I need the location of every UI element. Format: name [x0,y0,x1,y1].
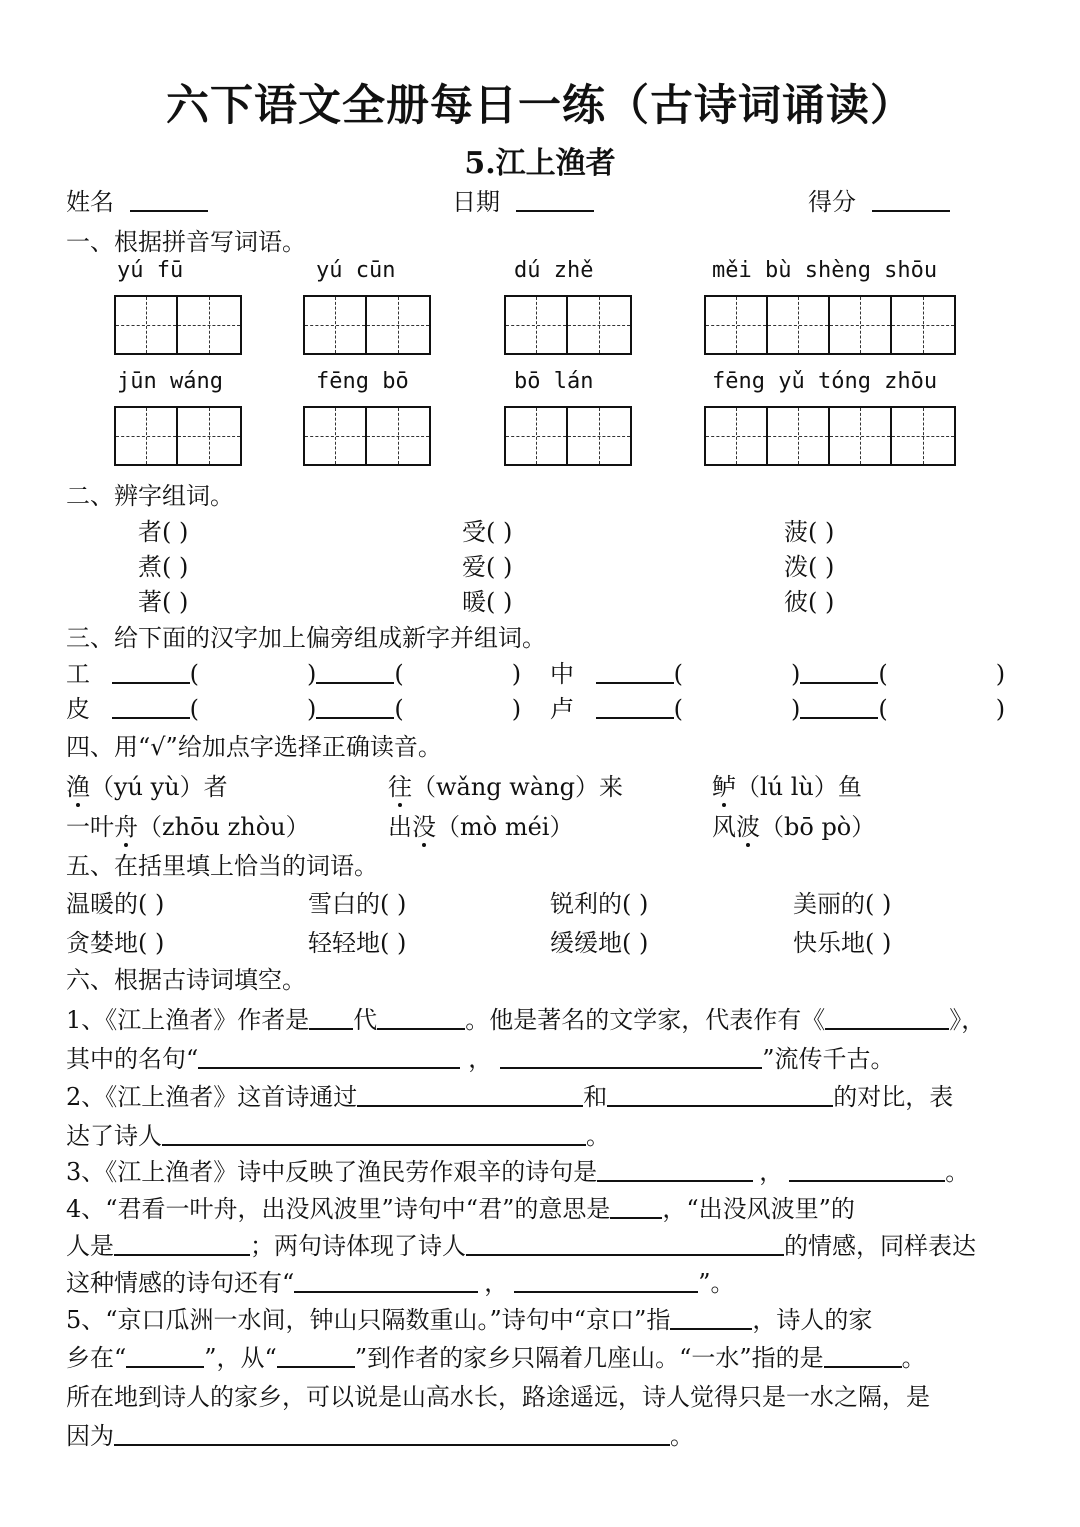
dotted-char: 往 [388,773,412,801]
section-6-heading: 六、根据古诗词填空。 [66,966,306,994]
blank[interactable] [316,660,394,684]
blank[interactable] [277,1344,355,1368]
blank[interactable] [607,1083,833,1107]
word-group-item[interactable]: 菠( ) [784,518,835,546]
reading-options[interactable]: （bō pò） [760,813,876,841]
radical-row[interactable]: 工 ( ) ( ) [66,660,522,688]
section-1-heading: 一、根据拼音写词语。 [66,228,306,256]
question-4-cont: 这种情感的诗句还有“ ， ”。 [66,1269,735,1297]
tianzige-grid[interactable] [504,406,632,466]
blank[interactable] [824,1344,902,1368]
date-field[interactable] [452,188,594,216]
name-blank[interactable] [130,188,208,212]
question-3: 3、《江上渔者》诗中反映了渔民劳作艰辛的诗句是 ， 。 [66,1158,970,1186]
word-group-item[interactable]: 著( ) [138,588,189,616]
blank[interactable] [670,1306,752,1330]
radical-char: 工 [66,660,90,688]
blank[interactable] [316,695,394,719]
question-4: 4、“君看一叶舟，出没风波里”诗句中“君”的意思是 ，“出没风波里”的 [66,1195,855,1223]
fill-word-item[interactable]: 快乐地( ) [793,929,892,957]
tianzige-grid[interactable] [704,295,956,355]
word-group-item[interactable]: 泼( ) [784,553,835,581]
dotted-char: 舟 [114,813,138,841]
reading-options[interactable]: （mò méi） [436,813,574,841]
fill-word-item[interactable]: 锐利的( ) [550,890,649,918]
name-label: 姓名 [66,188,114,216]
reading-options[interactable]: （yú yù） [90,773,204,801]
tianzige-grid[interactable] [704,406,956,466]
blank[interactable] [309,1006,353,1030]
blank[interactable] [126,1344,204,1368]
blank[interactable] [114,1232,250,1256]
pronunciation-item[interactable]: 出没（mò méi） [388,813,574,841]
tianzige-grid[interactable] [504,295,632,355]
word-group-item[interactable]: 爱( ) [462,553,513,581]
fill-word-item[interactable]: 缓缓地( ) [550,929,649,957]
pronunciation-item[interactable]: 鲈（lú lù）鱼 [712,773,862,801]
blank[interactable] [377,1006,465,1030]
question-5-cont: 因为 。 [66,1422,694,1450]
radical-char: 中 [550,660,574,688]
pinyin-label: bō lán [514,369,594,394]
blank[interactable] [596,695,674,719]
blank[interactable] [825,1006,949,1030]
blank[interactable] [198,1045,460,1069]
tianzige-grid[interactable] [303,295,431,355]
date-blank[interactable] [516,188,594,212]
date-label: 日期 [452,188,500,216]
reading-options[interactable]: （lú lù） [736,773,838,801]
pronunciation-item[interactable]: 往（wǎng wàng）来 [388,773,623,801]
word-group-item[interactable]: 煮( ) [138,553,189,581]
pinyin-label: dú zhě [514,258,594,283]
score-field[interactable] [808,188,950,216]
pronunciation-item[interactable]: 风波（bō pò） [712,813,876,841]
blank[interactable] [162,1122,586,1146]
blank[interactable] [789,1158,945,1182]
pinyin-label: yú cūn [316,258,396,283]
pinyin-label: fēng yǔ tóng zhōu [712,369,938,394]
radical-row[interactable]: 卢 ( ) ( ) [550,695,1006,723]
blank[interactable] [610,1195,662,1219]
reading-options[interactable]: （zhōu zhòu） [138,813,310,841]
question-5-cont: 所在地到诗人的家乡，可以说是山高水长，路途遥远，诗人觉得只是一水之隔，是 [66,1383,930,1411]
reading-options[interactable]: （wǎng wàng） [412,773,599,801]
section-3-heading: 三、给下面的汉字加上偏旁组成新字并组词。 [66,624,546,652]
blank[interactable] [597,1158,753,1182]
blank[interactable] [294,1269,478,1293]
blank[interactable] [800,660,878,684]
dotted-char: 鲈 [712,773,736,801]
word-group-item[interactable]: 暖( ) [462,588,513,616]
section-5-heading: 五、在括里填上恰当的词语。 [66,852,378,880]
tianzige-grid[interactable] [114,406,242,466]
tianzige-grid[interactable] [114,295,242,355]
blank[interactable] [466,1232,784,1256]
blank[interactable] [357,1083,583,1107]
fill-word-item[interactable]: 温暖的( ) [66,890,165,918]
blank[interactable] [112,695,190,719]
score-blank[interactable] [872,188,950,212]
blank[interactable] [114,1422,670,1446]
lesson-title: 5.江上渔者 [464,146,616,181]
pronunciation-item[interactable]: 渔（yú yù）者 [66,773,228,801]
section-4-heading: 四、用“√”给加点字选择正确读音。 [66,733,442,761]
pinyin-label: yú fū [117,258,184,283]
dotted-char: 渔 [66,773,90,801]
dotted-char: 没 [412,813,436,841]
pronunciation-item[interactable]: 一叶舟（zhōu zhòu） [66,813,310,841]
word-group-item[interactable]: 受( ) [462,518,513,546]
pinyin-label: měi bù shèng shōu [712,258,938,283]
question-1-cont: 其中的名句“ ， ”流传千古。 [66,1045,895,1073]
dotted-char: 波 [736,813,760,841]
name-field[interactable] [66,188,208,216]
blank[interactable] [500,1045,762,1069]
word-group-item[interactable]: 彼( ) [784,588,835,616]
blank[interactable] [514,1269,698,1293]
question-2-cont: 达了诗人 。 [66,1122,610,1150]
radical-row[interactable]: 中 ( ) ( ) [550,660,1006,688]
fill-word-item[interactable]: 贪婪地( ) [66,929,165,957]
blank[interactable] [112,660,190,684]
question-1: 1、《江上渔者》作者是 代 。他是著名的文学家，代表作有《 》， [66,1006,986,1034]
score-label: 得分 [808,188,856,216]
question-4-cont: 人是 ；两句诗体现了诗人 的情感，同样表达 [66,1232,976,1260]
question-5-cont: 乡在“ ”，从“ ”到作者的家乡只隔着几座山。“一水”指的是 。 [66,1344,926,1372]
blank[interactable] [596,660,674,684]
question-2: 2、《江上渔者》这首诗通过 和 的对比，表 [66,1083,954,1111]
fill-word-item[interactable]: 美丽的( ) [793,890,892,918]
page-title: 六下语文全册每日一练（古诗词诵读） [166,81,914,131]
tianzige-grid[interactable] [303,406,431,466]
radical-char: 皮 [66,695,90,723]
radical-char: 卢 [550,695,574,723]
blank[interactable] [800,695,878,719]
word-group-item[interactable]: 者( ) [138,518,189,546]
question-5: 5、“京口瓜洲一水间，钟山只隔数重山。”诗句中“京口”指 ，诗人的家 [66,1306,873,1334]
fill-word-item[interactable]: 轻轻地( ) [308,929,407,957]
pinyin-label: jūn wáng [117,369,223,394]
radical-row[interactable]: 皮 ( ) ( ) [66,695,522,723]
section-2-heading: 二、辨字组词。 [66,482,234,510]
pinyin-label: fēng bō [316,369,409,394]
fill-word-item[interactable]: 雪白的( ) [308,890,407,918]
